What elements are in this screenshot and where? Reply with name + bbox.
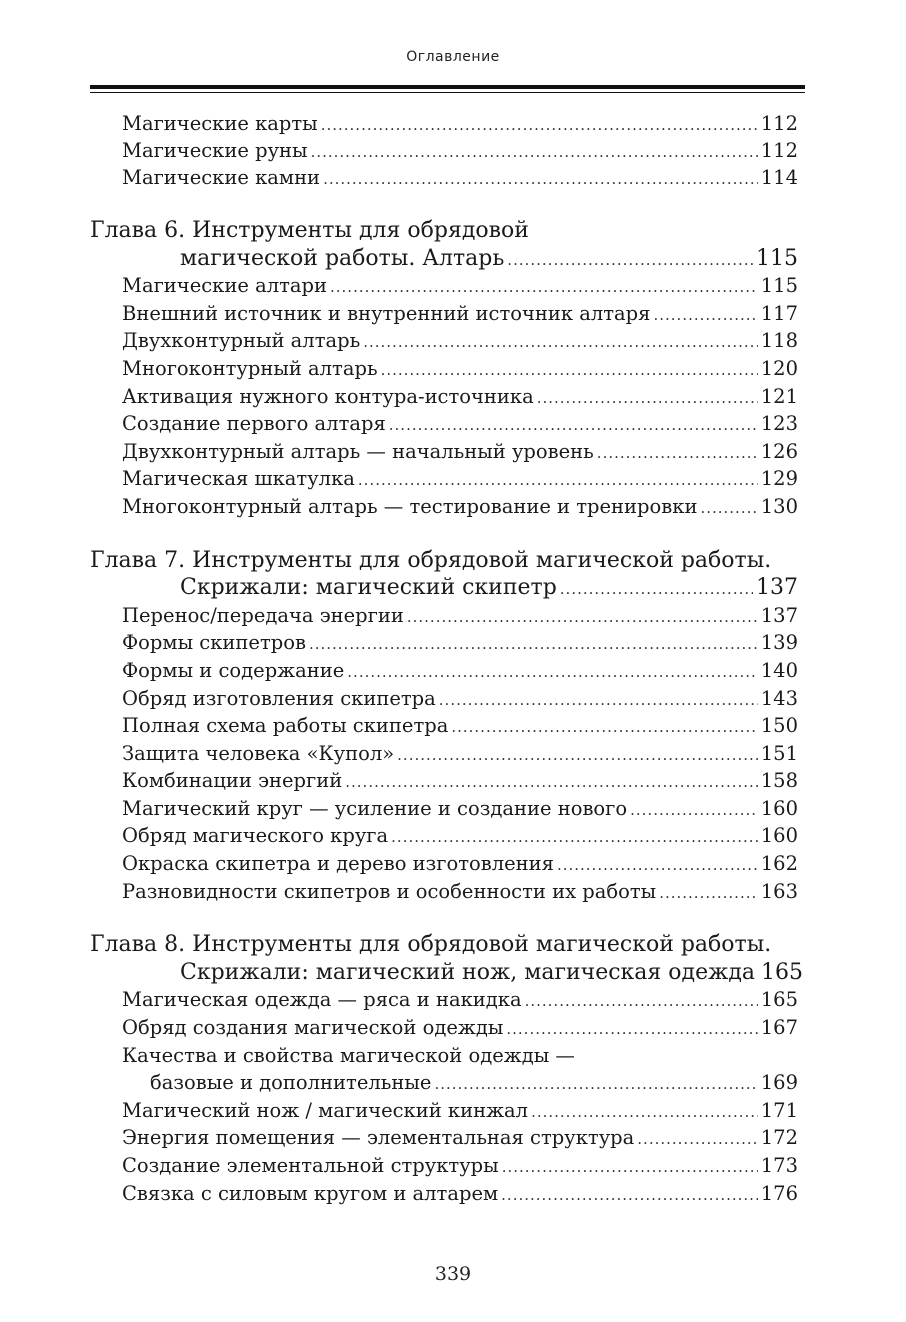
toc-entry-page: 140: [760, 658, 798, 682]
header-rule-thick: [90, 85, 805, 89]
running-header: Оглавление: [406, 49, 500, 65]
toc-entry-page: 173: [760, 1154, 798, 1177]
dot-leader: [439, 687, 758, 715]
toc-entry-page: 118: [760, 329, 798, 353]
toc-entry[interactable]: [0, 740, 798, 768]
toc-entry-title: Обряд изготовления скипетра: [122, 686, 436, 710]
toc-entry-title: Окраска скипетра и дерево изготовления: [122, 852, 554, 876]
toc-entry-page: 160: [760, 824, 798, 848]
toc-entry[interactable]: [0, 685, 798, 713]
toc-entry[interactable]: [0, 850, 798, 878]
toc-entry-page: 162: [760, 852, 798, 876]
toc-entry-title: Магические алтари: [122, 274, 327, 298]
toc-entry[interactable]: [0, 327, 798, 355]
toc-entry-line2[interactable]: [0, 1069, 798, 1097]
dot-leader: [502, 1154, 758, 1182]
toc-entry-title: Магическая шкатулка: [122, 467, 355, 491]
toc-entry[interactable]: [0, 712, 798, 740]
chapter-title-line2: Скрижали: магический нож, магическая одежда: [180, 959, 755, 985]
toc-entry-title: Многоконтурный алтарь: [122, 356, 378, 380]
toc-entry-title: Внешний источник и внутренний источник алтаря: [122, 301, 651, 325]
toc-entry[interactable]: [0, 438, 798, 466]
chapter-7-heading-cont[interactable]: [0, 574, 798, 602]
dot-leader: [407, 604, 758, 632]
toc-entry-title: Магические камни: [122, 166, 321, 189]
toc-entry-title: Магические карты: [122, 112, 318, 135]
toc-entry[interactable]: [0, 383, 798, 411]
toc-entry-page: 123: [760, 412, 798, 436]
dot-leader: [630, 797, 758, 825]
toc-entry-title: Обряд создания магической одежды: [122, 1016, 504, 1040]
toc-entry-title: Магические руны: [122, 139, 308, 162]
toc-entry[interactable]: [0, 300, 798, 328]
chapter-title-line2: Скрижали: магический скипетр: [180, 575, 557, 601]
chapter-6-heading[interactable]: [0, 217, 798, 245]
toc-entry-title-cont: базовые и дополнительные: [150, 1071, 432, 1095]
chapter-8-heading[interactable]: [0, 931, 798, 959]
toc-entry[interactable]: [0, 410, 798, 438]
chapter-8-heading-cont[interactable]: [0, 959, 803, 987]
dot-leader: [434, 1071, 757, 1099]
dot-leader: [345, 769, 758, 797]
toc-entry[interactable]: [0, 164, 798, 191]
dot-leader: [560, 576, 753, 604]
dot-leader: [330, 274, 758, 302]
toc-entry[interactable]: [0, 355, 798, 383]
chapter-7-heading[interactable]: [0, 547, 798, 575]
toc-entry[interactable]: [0, 1097, 798, 1125]
toc-entry-page: 172: [760, 1126, 798, 1150]
toc-entry-title: Обряд магического круга: [122, 824, 389, 848]
table-of-contents: [0, 110, 906, 1207]
chapter-title-line1: Глава 7. Инструменты для обрядовой магической работы.: [90, 547, 772, 573]
dot-leader: [531, 1099, 758, 1127]
toc-entry-page: 121: [760, 384, 798, 408]
chapter-title-line1: Глава 8. Инструменты для обрядовой магической работы.: [90, 932, 772, 958]
dot-leader: [323, 166, 758, 193]
header-rule-thin: [90, 92, 805, 93]
toc-entry-title: Перенос/передача энергии: [122, 603, 404, 627]
toc-entry[interactable]: [0, 795, 798, 823]
toc-entry-title: Формы и содержание: [122, 658, 345, 682]
dot-leader: [597, 440, 758, 468]
toc-entry-title: Полная схема работы скипетра: [122, 714, 449, 738]
dot-leader: [537, 385, 758, 413]
toc-entry-title: Магическая одежда — ряса и накидка: [122, 988, 522, 1012]
toc-entry[interactable]: [0, 493, 798, 521]
toc-entry-title: Магический нож / магический кинжал: [122, 1098, 529, 1122]
chapter-page: 137: [756, 575, 798, 601]
toc-entry-title: Комбинации энергий: [122, 769, 343, 793]
chapter-title-line1: Глава 6. Инструменты для обрядовой: [90, 218, 529, 243]
toc-entry-page: 112: [760, 112, 798, 135]
toc-entry-page: 120: [760, 356, 798, 380]
toc-entry[interactable]: [0, 767, 798, 795]
toc-entry-title: Создание первого алтаря: [122, 412, 386, 436]
toc-entry-page: 176: [760, 1181, 798, 1205]
toc-entry-page: 117: [760, 301, 798, 325]
toc-entry-title: Двухконтурный алтарь: [122, 329, 361, 353]
dot-leader: [507, 247, 753, 275]
toc-entry-title: Формы скипетров: [122, 631, 306, 655]
toc-entry-page: 171: [760, 1098, 798, 1122]
toc-entry-page: 160: [760, 796, 798, 820]
dot-leader: [311, 139, 758, 166]
dot-leader: [381, 357, 758, 385]
dot-leader: [700, 495, 757, 523]
toc-entry-title: Двухконтурный алтарь — начальный уровень: [122, 439, 594, 463]
toc-entry-page: 126: [760, 439, 798, 463]
toc-entry[interactable]: [0, 272, 798, 300]
toc-entry-page: 163: [760, 879, 798, 903]
chapter-6-heading-cont[interactable]: [0, 245, 798, 273]
dot-leader: [358, 467, 758, 495]
dot-leader: [525, 988, 758, 1016]
toc-entry[interactable]: [0, 986, 798, 1014]
dot-leader: [659, 880, 758, 908]
toc-entry-page: 169: [760, 1071, 798, 1095]
dot-leader: [391, 824, 758, 852]
toc-entry[interactable]: [0, 465, 798, 493]
toc-entry[interactable]: [0, 602, 798, 630]
dot-leader: [451, 714, 757, 742]
toc-entry[interactable]: [0, 629, 798, 657]
toc-entry-title: Связка с силовым кругом и алтарем: [122, 1181, 499, 1205]
toc-entry-page: 112: [760, 139, 798, 162]
chapter-page: 165: [761, 959, 803, 985]
chapter-title-line2: магической работы. Алтарь: [180, 245, 505, 271]
toc-entry-title: Качества и свойства магической одежды —: [122, 1043, 575, 1067]
toc-entry-page: 143: [760, 686, 798, 710]
toc-entry-title: Многоконтурный алтарь — тестирование и тренировки: [122, 494, 698, 518]
toc-entry-page: 158: [760, 769, 798, 793]
dot-leader: [309, 631, 758, 659]
dot-leader: [653, 302, 757, 330]
dot-leader: [557, 852, 758, 880]
toc-entry[interactable]: [0, 822, 798, 850]
toc-entry[interactable]: [0, 1014, 798, 1042]
toc-entry-page: 114: [760, 166, 798, 189]
toc-entry-page: 150: [760, 714, 798, 738]
toc-entry[interactable]: [0, 1152, 798, 1180]
toc-entry-page: 151: [760, 741, 798, 765]
toc-entry-page: 139: [760, 631, 798, 655]
page-number: 339: [434, 1263, 472, 1285]
dot-leader: [501, 1182, 758, 1210]
toc-entry-page: 115: [760, 274, 798, 298]
dot-leader: [363, 329, 758, 357]
toc-entry-title: Активация нужного контура-источника: [122, 384, 534, 408]
toc-entry-title: Разновидности скипетров и особенности их работы: [122, 879, 657, 903]
chapter-page: 115: [756, 245, 798, 271]
toc-entry-page: 165: [760, 988, 798, 1012]
toc-entry[interactable]: [0, 110, 798, 137]
toc-entry-page: 130: [760, 494, 798, 518]
toc-entry[interactable]: [0, 878, 798, 906]
toc-entry[interactable]: [0, 137, 798, 164]
toc-entry-line1[interactable]: [0, 1042, 798, 1070]
toc-entry-title: Энергия помещения — элементальная структура: [122, 1126, 635, 1150]
toc-entry-page: 129: [760, 467, 798, 491]
dot-leader: [321, 112, 758, 139]
toc-entry-title: Магический круг — усиление и создание нового: [122, 796, 628, 820]
dot-leader: [506, 1016, 757, 1044]
toc-entry[interactable]: [0, 1124, 798, 1152]
toc-entry-title: Защита человека «Купол»: [122, 741, 395, 765]
toc-entry[interactable]: [0, 657, 798, 685]
toc-entry[interactable]: [0, 1180, 798, 1208]
dot-leader: [397, 742, 758, 770]
dot-leader: [389, 412, 758, 440]
toc-entry-title: Создание элементальной структуры: [122, 1154, 499, 1177]
toc-entry-page: 167: [760, 1016, 798, 1040]
dot-leader: [637, 1126, 757, 1154]
toc-entry-page: 137: [760, 603, 798, 627]
dot-leader: [347, 659, 757, 687]
